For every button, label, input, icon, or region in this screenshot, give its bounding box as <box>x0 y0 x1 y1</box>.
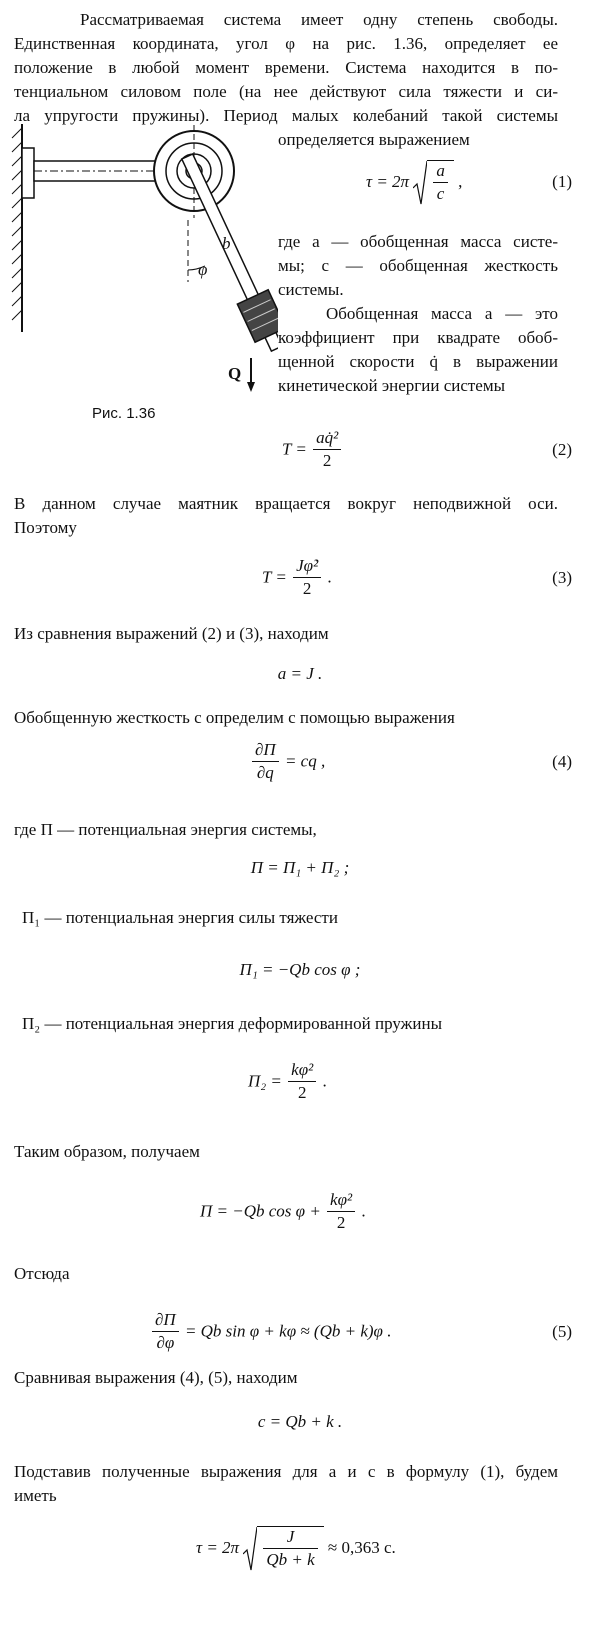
side-line-6: щенной скорости q̇ в выражении <box>278 352 558 371</box>
equation-3-den: 2 <box>302 579 312 598</box>
equation-final-den: Qb + k <box>266 1550 315 1569</box>
equation-pi1: Π₁ = −Qb cos φ ; <box>239 960 361 979</box>
equation-4-num: ∂Π <box>252 740 279 762</box>
equation-pi: Π = Π₁ + Π₂ ; <box>250 858 350 877</box>
intro-line-5: ла упругости пружины). Период малых колебаний такой системы <box>14 106 558 125</box>
equation-3-lhs: T = <box>262 567 287 587</box>
equation-2-lhs: T = <box>282 439 307 459</box>
equation-1-number: (1) <box>552 172 572 191</box>
equation-2-num: aq̇² <box>313 428 341 450</box>
pendulum-figure <box>8 120 278 395</box>
equation-3-num: Jφ̇² <box>293 556 321 578</box>
equation-5-number: (5) <box>552 1322 572 1341</box>
intro-line-1: Рассматриваемая система имеет одну степень свободы. <box>80 10 558 29</box>
equation-4-tail: = cq , <box>284 751 326 771</box>
text-2: Из сравнения выражений (2) и (3), находим <box>14 624 329 643</box>
side-line-3: системы. <box>278 280 344 299</box>
equation-5 <box>150 1310 391 1353</box>
text-7: Таким образом, получаем <box>14 1142 200 1161</box>
equation-1-num: a <box>433 161 448 183</box>
equation-c: c = Qb + k . <box>257 1412 343 1431</box>
equation-3 <box>262 556 332 599</box>
equation-3-tail: . <box>327 567 332 587</box>
equation-4-number: (4) <box>552 752 572 771</box>
text-4: где Π — потенциальная энергия системы, <box>14 820 317 839</box>
intro-line-2: Единственная координата, угол φ на рис. 1.36, определяет ее <box>14 34 558 53</box>
intro-line-6: определяется выражением <box>278 130 470 149</box>
equation-1-sqrt <box>413 160 454 204</box>
figure-label-b: b <box>222 234 231 253</box>
equation-pi-full-lhs: Π = −Qb cos φ + <box>200 1201 321 1221</box>
equation-1-lhs: τ = 2π <box>366 172 410 191</box>
text-1b: Поэтому <box>14 518 77 537</box>
text-10b: иметь <box>14 1486 57 1505</box>
side-line-1: где a — обобщенная масса систе- <box>278 232 558 251</box>
equation-pi-full <box>200 1190 366 1233</box>
equation-pi-full-den: 2 <box>336 1213 346 1232</box>
equation-pi2-num: kφ² <box>288 1060 316 1082</box>
equation-1-tail: , <box>458 172 463 191</box>
equation-pi2-tail: . <box>322 1071 327 1091</box>
equation-a: a = J . <box>277 664 323 683</box>
equation-pi-full-num: kφ² <box>327 1190 355 1212</box>
text-8: Отсюда <box>14 1264 70 1283</box>
equation-final-num: J <box>263 1527 317 1549</box>
text-6: Π₂ — потенциальная энергия деформированной пружины <box>22 1014 442 1033</box>
side-line-7: кинетической энергии системы <box>278 376 506 395</box>
intro-line-4: тенциальном силовом поле (на нее действуют сила тяжести и си- <box>14 82 558 101</box>
equation-pi2-den: 2 <box>297 1083 307 1102</box>
equation-4-den: ∂q <box>256 763 274 782</box>
equation-4 <box>250 740 325 783</box>
text-9: Сравнивая выражения (4), (5), находим <box>14 1368 298 1387</box>
figure-label-q: Q <box>228 364 242 383</box>
equation-5-tail: = Qb sin φ + kφ ≈ (Qb + k)φ . <box>184 1321 392 1341</box>
equation-5-num: ∂Π <box>152 1310 179 1332</box>
figure-label-phi: φ <box>198 260 208 279</box>
equation-pi2-lhs: Π₂ = <box>248 1071 282 1091</box>
equation-pi2 <box>248 1060 327 1103</box>
side-line-5: коэффициент при квадрате обоб- <box>278 328 558 347</box>
equation-final-sqrt <box>243 1526 323 1570</box>
figure-caption: Рис. 1.36 <box>92 405 156 422</box>
equation-pi-full-tail: . <box>361 1201 366 1221</box>
side-line-4: Обобщенная масса a — это <box>326 304 558 323</box>
text-10a: Подставив полученные выражения для a и c в формулу (1), будем <box>14 1462 558 1481</box>
equation-final-tail: ≈ 0,363 с. <box>327 1538 396 1557</box>
intro-line-3: положение в любой момент времени. Система находится в по- <box>14 58 558 77</box>
equation-5-den: ∂φ <box>156 1333 175 1352</box>
equation-final <box>196 1526 396 1570</box>
text-5: Π₁ — потенциальная энергия силы тяжести <box>22 908 338 927</box>
equation-1 <box>366 160 462 204</box>
equation-final-lhs: τ = 2π <box>196 1538 240 1557</box>
equation-2-den: 2 <box>322 451 332 470</box>
text-3: Обобщенную жесткость c определим с помощью выражения <box>14 708 455 727</box>
equation-3-number: (3) <box>552 568 572 587</box>
equation-1-den: c <box>436 184 445 203</box>
text-1a: В данном случае маятник вращается вокруг неподвижной оси. <box>14 494 558 513</box>
equation-2 <box>282 428 343 471</box>
side-line-2: мы; c — обобщенная жесткость <box>278 256 558 275</box>
equation-2-number: (2) <box>552 440 572 459</box>
